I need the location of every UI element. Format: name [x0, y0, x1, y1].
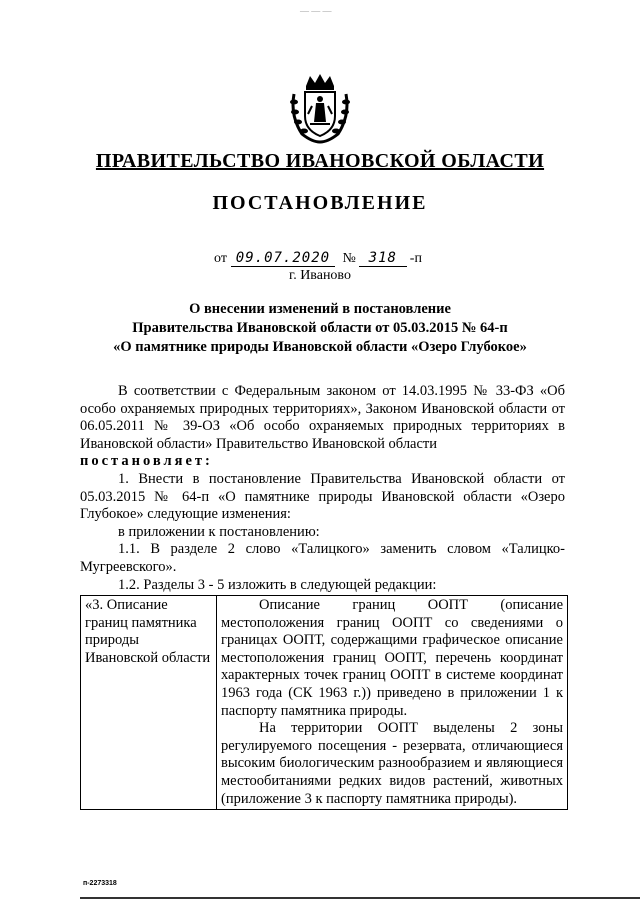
decree-word: постановляет:: [80, 453, 213, 470]
number-prefix: №: [342, 251, 356, 266]
document-type: ПОСТАНОВЛЕНИЕ: [212, 192, 428, 214]
item-1-2: 1.2. Разделы 3 - 5 изложить в следующей редакции:: [118, 576, 437, 593]
section-paragraph: На территории ООПТ выделены 2 зоны регулируемого посещения - резервата, отличающиеся высоким биологическим разнообразием и являющиеся местообитаниями редких видов растений, животных (приложение 3 к паспорту памятника природы).: [221, 720, 563, 807]
subject-line-2: Правительства Ивановской области от 05.03.2015 № 64-п: [132, 320, 508, 336]
number-suffix: -п: [409, 251, 422, 266]
preamble-paragraph: В соответствии с Федеральным законом от 14.03.1995 № 33-ФЗ «Об особо охраняемых природных территориях», Законом Ивановской области от 06.05.2011 № 39-ОЗ «Об особо охраняемых природных территориях в Ивановской области» Правительство Ивановской области: [80, 383, 565, 452]
coat-of-arms-icon: [288, 72, 352, 144]
handwritten-number: 318: [359, 250, 407, 267]
subject-line-3: «О памятнике природы Ивановской области «Озеро Глубокое»: [113, 339, 527, 355]
subject-line-1: О внесении изменений в постановление: [189, 301, 451, 317]
item-1: 1. Внести в постановление Правительства Ивановской области от 05.03.2015 № 64-п «О памятнике природы Ивановской области «Озеро Глубокое» следующие изменения:: [80, 470, 565, 523]
date-prefix: от: [214, 251, 227, 266]
scan-edge-divider: [80, 897, 640, 899]
sections-table: [80, 595, 568, 810]
government-title: ПРАВИТЕЛЬСТВО ИВАНОВСКОЙ ОБЛАСТИ: [95, 150, 545, 172]
section-content-cell: [217, 596, 568, 810]
section-paragraph: Описание границ ООПТ (описание местоположения границ ООПТ со сведениями о границах ООПТ, содержащими графическое описание местоположения границ ООПТ, перечень координат характерных точек границ ООПТ в системе координат 1963 года (СК 1963 г.)) приведено в приложении 1 к паспорту памятника природы.: [221, 597, 563, 719]
document-body: [80, 383, 565, 594]
scan-mark: — — —: [300, 6, 332, 16]
item-1-subheading: в приложении к постановлению:: [118, 523, 320, 540]
document-code: п-2273318: [83, 880, 117, 887]
item-1-1: 1.1. В разделе 2 слово «Талицкого» заменить словом «Талицко-Мугреевского».: [80, 541, 565, 575]
date-number-line: [214, 250, 422, 267]
city: г. Иваново: [289, 268, 351, 283]
handwritten-date: 09.07.2020: [231, 250, 335, 267]
section-label-cell: «3. Описание границ памятника природы Ивановской области: [81, 596, 217, 810]
document-subject: [80, 300, 560, 357]
table-row: [81, 596, 568, 810]
